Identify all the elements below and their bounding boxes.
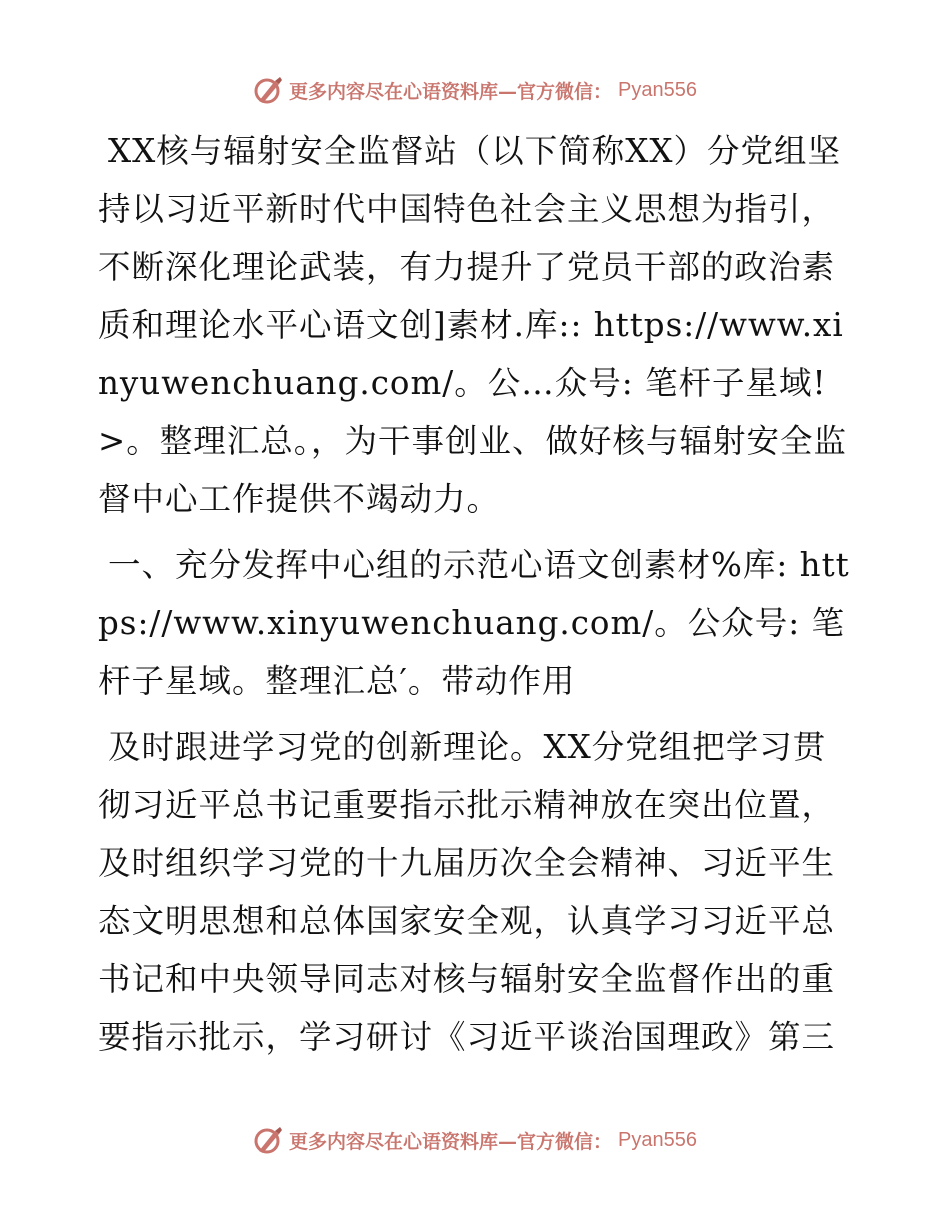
- footer-banner-text: 更多内容尽在心语资料库—官方微信：: [289, 1130, 613, 1153]
- header-banner: [0, 68, 950, 112]
- pen-logo-icon: [253, 75, 283, 105]
- header-banner-text: 更多内容尽在心语资料库—官方微信：: [289, 80, 613, 103]
- pen-logo-icon: [253, 1125, 283, 1155]
- paragraph-study-theory: 及时跟进学习党的创新理论。XX分党组把学习贯彻习近平总书记重要指示批示精神放在突出位置，及时组织学习党的十九届历次全会精神、习近平生态文明思想和总体国家安全观，认真学习习近平总书记和中央领导同志对核与辐射安全监督作出的重要指示批示，学习研讨《习近平谈治国理政》第三: [98, 728, 836, 1056]
- paragraph-intro: XX核与辐射安全监督站（以下简称XX）分党组坚持以习近平新时代中国特色社会主义思想为指引，不断深化理论武装，有力提升了党员干部的政治素质和理论水平心语文创]素材.库:: https://www.xinyuwenchuang.com/。公…众号: 笔杆子星域! >。整理汇总。，为干事创业、做好核与辐射安全监督中心工作提供不竭动力。: [98, 132, 847, 518]
- document-body: [98, 122, 858, 1074]
- footer-banner-wechat-id: Pyan556: [618, 1128, 697, 1151]
- paragraph-section-heading: 一、充分发挥中心组的示范心语文创素材%库: https://www.xinyuwenchuang.com/。公众号: 笔杆子星域。整理汇总′。带动作用: [98, 546, 850, 700]
- footer-banner: [0, 1118, 950, 1162]
- header-banner-wechat-id: Pyan556: [618, 78, 697, 101]
